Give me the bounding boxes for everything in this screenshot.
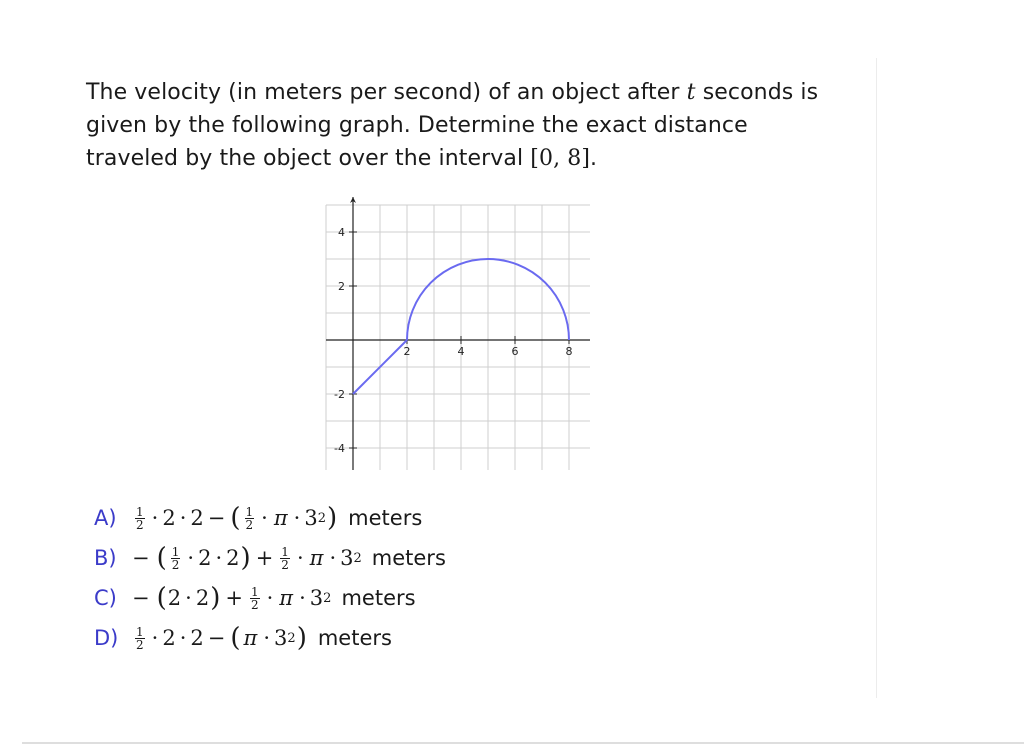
option-d-unit: meters [317, 626, 392, 650]
question-part2: seconds is given by the following graph. Determine the exact distance traveled by the object over the interval [86, 80, 819, 171]
question-variable: t [686, 80, 696, 105]
option-c-letter: C) [94, 586, 117, 610]
x-tick-label: 6 [511, 345, 519, 358]
question-part3: . [590, 146, 598, 171]
x-tick-label: 4 [457, 345, 465, 358]
option-b-expression: − ( $\frac{1}{2}$ · 2 · 2 ) + $\frac{1}{2}$ · π · 3 2 [132, 543, 362, 573]
x-tick-label: 8 [565, 345, 573, 358]
divider-vertical [876, 58, 877, 698]
option-c-expression: − ( 2 · 2 ) + $\frac{1}{2}$ · π · 3 2 [132, 583, 332, 613]
axes [326, 197, 590, 470]
velocity-graph [310, 190, 590, 470]
fraction-half: $\frac{1}{2}$ [245, 504, 254, 532]
option-d[interactable] [94, 618, 446, 658]
fraction-half: $\frac{1}{2}$ [136, 624, 144, 652]
option-b-unit: meters [371, 546, 446, 570]
question-part1: The velocity (in meters per second) of an object after [86, 80, 687, 105]
fraction-half: $\frac{1}{2}$ [250, 584, 259, 612]
fraction-half: $\frac{1}{2}$ [171, 544, 180, 572]
y-tick-label: 2 [338, 280, 345, 293]
fraction-half: $\frac{1}{2}$ [136, 504, 144, 532]
fraction-half: $\frac{1}{2}$ [281, 544, 289, 572]
option-a-expression: $\frac{1}{2}$ · 2 · 2 − ( $\frac{1}{2}$ · π · 3 2 ) [136, 503, 338, 533]
option-b[interactable] [94, 538, 446, 578]
x-tick-label: 2 [403, 345, 411, 358]
option-a-unit: meters [348, 506, 423, 530]
answer-options [94, 498, 446, 658]
option-b-letter: B) [94, 546, 117, 570]
grid-lines [326, 205, 590, 470]
y-tick-label: -2 [334, 388, 345, 401]
option-d-expression: $\frac{1}{2}$ · 2 · 2 − ( π · 3 2 ) [136, 623, 307, 653]
question-interval: [0, 8] [530, 146, 591, 171]
question-text [86, 76, 846, 175]
option-c[interactable] [94, 578, 446, 618]
option-a[interactable] [94, 498, 446, 538]
y-tick-label: -4 [334, 442, 345, 455]
option-c-unit: meters [341, 586, 416, 610]
y-tick-label: 4 [338, 226, 345, 239]
option-a-letter: A) [94, 506, 117, 530]
option-d-letter: D) [94, 626, 119, 650]
divider-horizontal [22, 742, 1024, 744]
